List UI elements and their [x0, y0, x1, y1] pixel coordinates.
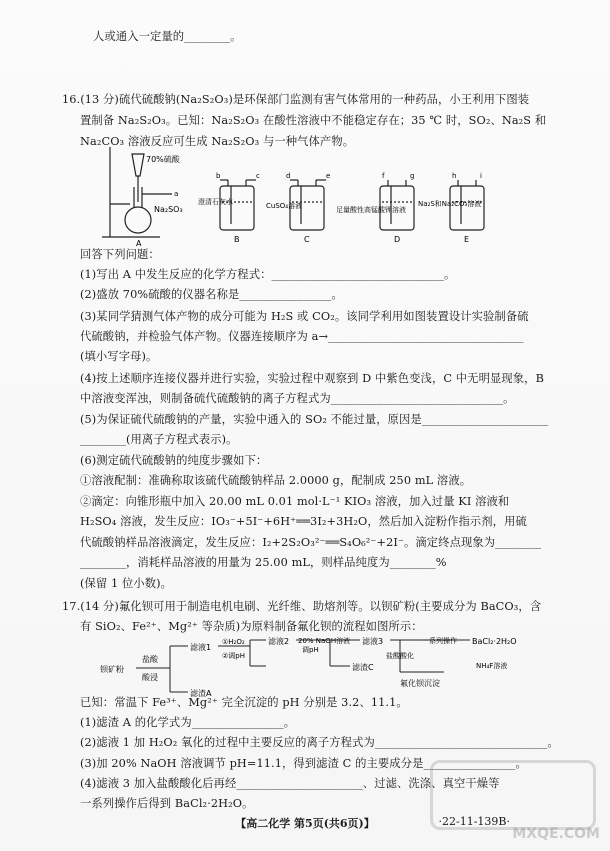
flow-hcl: 盐酸酸化 — [386, 652, 414, 660]
q16-after-10: (6)测定硫代硫酸钠的纯度步骤如下： — [80, 454, 268, 467]
q17-line-1: 17.(14 分)氟化钡可用于制造电机电刷、光纤维、助熔剂等。以钡矿粉(主要成分为 BaCO₃，含 — [62, 600, 542, 613]
flow-nh4f: NH₄F溶液 — [476, 662, 508, 670]
q16-line-2: 置制备 Na₂S₂O₃。已知：Na₂S₂O₃ 在酸性溶液中不能稳定存在；35 ℃ 时，SO₂、Na₂S 和 — [80, 114, 547, 127]
q16-after-16: (保留 1 位小数)。 — [80, 577, 173, 590]
port-g: g — [410, 172, 415, 180]
label-a-solid: Na₂SO₃ — [154, 205, 183, 214]
port-b: b — [216, 172, 221, 180]
q16-after-6: (4)按上述顺序连接仪器并进行实验，实验过程中观察到 D 中紫色变浅，C 中无明显现象，B — [80, 372, 544, 385]
q16-after-15: ________，消耗样品溶液的用量为 25.00 mL，则样品纯度为________% — [80, 556, 447, 569]
apparatus-diagram — [100, 142, 520, 248]
flow-start: 钡矿粉 — [100, 665, 124, 674]
flow-filtrate1: 滤液1 — [190, 643, 212, 652]
port-d: d — [286, 172, 291, 180]
q17-after-5: 一系列操作后得到 BaCl₂·2H₂O。 — [80, 797, 254, 810]
label-E: E — [464, 235, 470, 244]
q16-after-4: 代硫酸钠，并检验气体产物。仪器连接顺序为 a→__________________________________ — [80, 330, 524, 343]
port-h: h — [452, 172, 457, 180]
port-f: f — [382, 172, 385, 180]
q16-after-3: (3)某同学猜测气体产物的成分可能为 H₂S 或 CO₂。该同学利用如图装置设计实验制备硫 — [80, 310, 529, 323]
flow-residue-c: 滤渣C — [352, 663, 374, 672]
q16-after-7: 中溶液变浑浊，则制备硫代硫酸钠的离子方程式为______________________________。 — [80, 392, 515, 405]
label-d-liquid: 足量酸性高锰酸钾溶液 — [336, 206, 406, 214]
port-a: a — [174, 190, 179, 198]
top-line: 人或通入一定量的________。 — [93, 30, 242, 43]
flow-acid2: 酸浸 — [142, 673, 158, 682]
label-c-liquid: CuSO₄溶液 — [266, 202, 303, 210]
flow-residue-a: 滤渣A — [190, 689, 212, 698]
q16-after-8: (5)为保证硫代硫酸钠的产量，实验中通入的 SO₂ 不能过量，原因是______________________ — [80, 413, 549, 426]
q17-after-3: (3)加 20% NaOH 溶液调节 pH=11.1，得到滤渣 C 的主要成分是________________。 — [80, 757, 527, 770]
flow-filtrate2: 滤液2 — [268, 637, 290, 646]
q16-after-11: ①溶液配制：准确称取该硫代硫酸钠样品 2.0000 g，配制成 250 mL 溶液。 — [80, 474, 472, 487]
label-b-side: 澄清石灰水 — [198, 198, 233, 206]
q16-after-9: ________(用离子方程式表示)。 — [80, 433, 238, 446]
flow-series: 一系列操作 — [422, 637, 457, 645]
q17-after-1: (1)滤渣 A 的化学式为________________。 — [80, 716, 296, 729]
q16-after-2: (2)盛放 70%硫酸的仪器名称是________________。 — [80, 288, 343, 301]
q17-after-4: (4)滤液 3 加入盐酸酸化后再经______________________、过滤、洗涤、真空干燥等 — [80, 777, 500, 790]
label-a-acid: 70%硫酸 — [146, 155, 180, 164]
flow-bacl2: BaCl₂·2H₂O — [472, 637, 517, 646]
port-i: i — [480, 172, 482, 180]
flow-filtrate3: 滤液3 — [362, 637, 384, 646]
q16-line-1: 16.(13 分)硫代硫酸钠(Na₂S₂O₃)是环保部门监测有害气体常用的一种药品，小王利用下图装 — [62, 93, 530, 106]
q17-after-2: (2)滤液 1 加 H₂O₂ 氧化的过程中主要反应的离子方程式为______________________________。 — [80, 736, 559, 749]
flow-baf2: 氟化钡沉淀 — [400, 679, 440, 688]
flow-acid: 盐酸 — [142, 655, 158, 664]
q16-after-12: ②滴定：向锥形瓶中加入 20.00 mL 0.01 mol·L⁻¹ KIO₃ 溶液，加入过量 KI 溶液和 — [80, 495, 510, 508]
q17-after-0: 已知：常温下 Fe³⁺、Mg²⁺ 完全沉淀的 pH 分别是 3.2、11.1。 — [80, 696, 408, 709]
label-B: B — [234, 235, 240, 244]
label-C: C — [304, 235, 310, 244]
label-e-liquid: Na₂S和Na₂CO₃溶液 — [418, 200, 482, 208]
footer-code: ·22-11-139B· — [438, 815, 510, 828]
port-e: e — [326, 172, 331, 180]
flow-step-ph: ②调pH — [222, 652, 245, 660]
q16-after-13: H₂SO₄ 溶液，发生反应：IO₃⁻+5I⁻+6H⁺══3I₂+3H₂O，然后加入淀粉作指示剂，用硫 — [80, 515, 527, 528]
q16-line-3: Na₂CO₃ 溶液反应可生成 Na₂S₂O₃ 与一种气体产物。 — [80, 135, 355, 148]
label-D: D — [394, 235, 401, 244]
flow-naoh: 20% NaOH溶液 — [298, 637, 351, 645]
port-c: c — [256, 172, 260, 180]
watermark-logo-icon — [430, 760, 596, 830]
label-A: A — [136, 239, 142, 248]
q16-after-5: (填小写字母)。 — [80, 350, 158, 363]
flow-adjust-ph: 调pH — [302, 646, 319, 654]
q16-after-1: (1)写出 A 中发生反应的化学方程式：______________________________。 — [80, 268, 456, 281]
q17-line-2: 有 SiO₂、Fe²⁺、Mg²⁺ 等杂质)为原料制备氟化钡的流程如图所示： — [80, 620, 423, 633]
watermark: MXQE.COM — [512, 826, 600, 842]
flow-step-h2o2: ①H₂O₂ — [222, 638, 245, 646]
q16-after-0: 回答下列问题： — [80, 248, 160, 261]
footer-text: 【高二化学 第5页(共6页)】 — [235, 817, 375, 830]
q16-after-14: 代硫酸钠样品溶液滴定，发生反应：I₂+2S₂O₃²⁻══S₄O₆²⁻+2I⁻。滴定终点现象为________ — [80, 536, 542, 549]
